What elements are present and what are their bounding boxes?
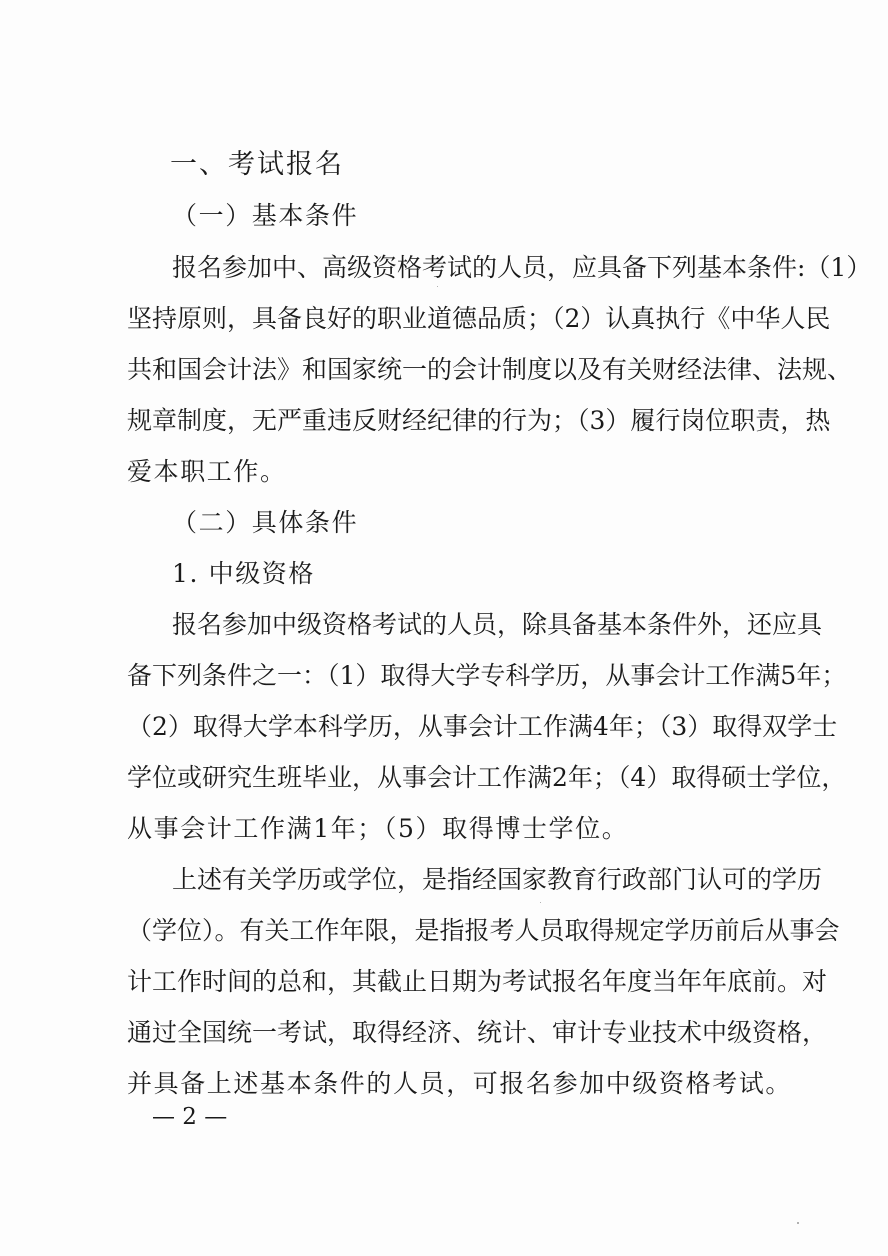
subsection-heading-specific-conditions: （二）具体条件	[172, 508, 359, 537]
paragraph-line: 报名参加中级资格考试的人员，除具备基本条件外，还应具	[172, 610, 823, 639]
paragraph-line: 规章制度，无严重违反财经纪律的行为；（3）履行岗位职责，热	[127, 406, 831, 435]
scan-speck	[540, 902, 541, 903]
paragraph-line: 学位或研究生班毕业，从事会计工作满2年；（4）取得硕士学位，	[127, 763, 847, 792]
scan-speck	[797, 1222, 799, 1224]
page-number: — 2 —	[152, 1104, 228, 1130]
subsection-heading-basic-conditions: （一）基本条件	[172, 201, 359, 230]
paragraph-line: 坚持原则，具备良好的职业道德品质；（2）认真执行《中华人民	[127, 304, 831, 333]
paragraph-line: 上述有关学历或学位，是指经国家教育行政部门认可的学历	[172, 865, 823, 894]
paragraph-line: 爱本职工作。	[127, 457, 287, 486]
paragraph-line: 并具备上述基本条件的人员，可报名参加中级资格考试。	[127, 1069, 793, 1098]
paragraph-line: 计工作时间的总和，其截止日期为考试报名年度当年年底前。对	[127, 967, 828, 996]
paragraph-line: 共和国会计法》和国家统一的会计制度以及有关财经法律、法规、	[127, 355, 853, 384]
paragraph-line: （学位）。有关工作年限，是指报考人员取得规定学历前后从事会	[127, 916, 840, 945]
paragraph-line: （2）取得大学本科学历，从事会计工作满4年；（3）取得双学士	[127, 712, 838, 741]
scan-speck	[437, 286, 438, 287]
paragraph-line: 从事会计工作满1年；（5）取得博士学位。	[127, 814, 629, 843]
paragraph-line: 报名参加中、高级资格考试的人员，应具备下列基本条件:（1）	[172, 253, 872, 282]
paragraph-line: 备下列条件之一：（1）取得大学专科学历，从事会计工作满5年；	[127, 661, 847, 690]
paragraph-line: 通过全国统一考试，取得经济、统计、审计专业技术中级资格，	[127, 1018, 828, 1047]
item-heading-intermediate-qualification: 1. 中级资格	[172, 559, 315, 588]
section-heading: 一、考试报名	[170, 149, 344, 180]
